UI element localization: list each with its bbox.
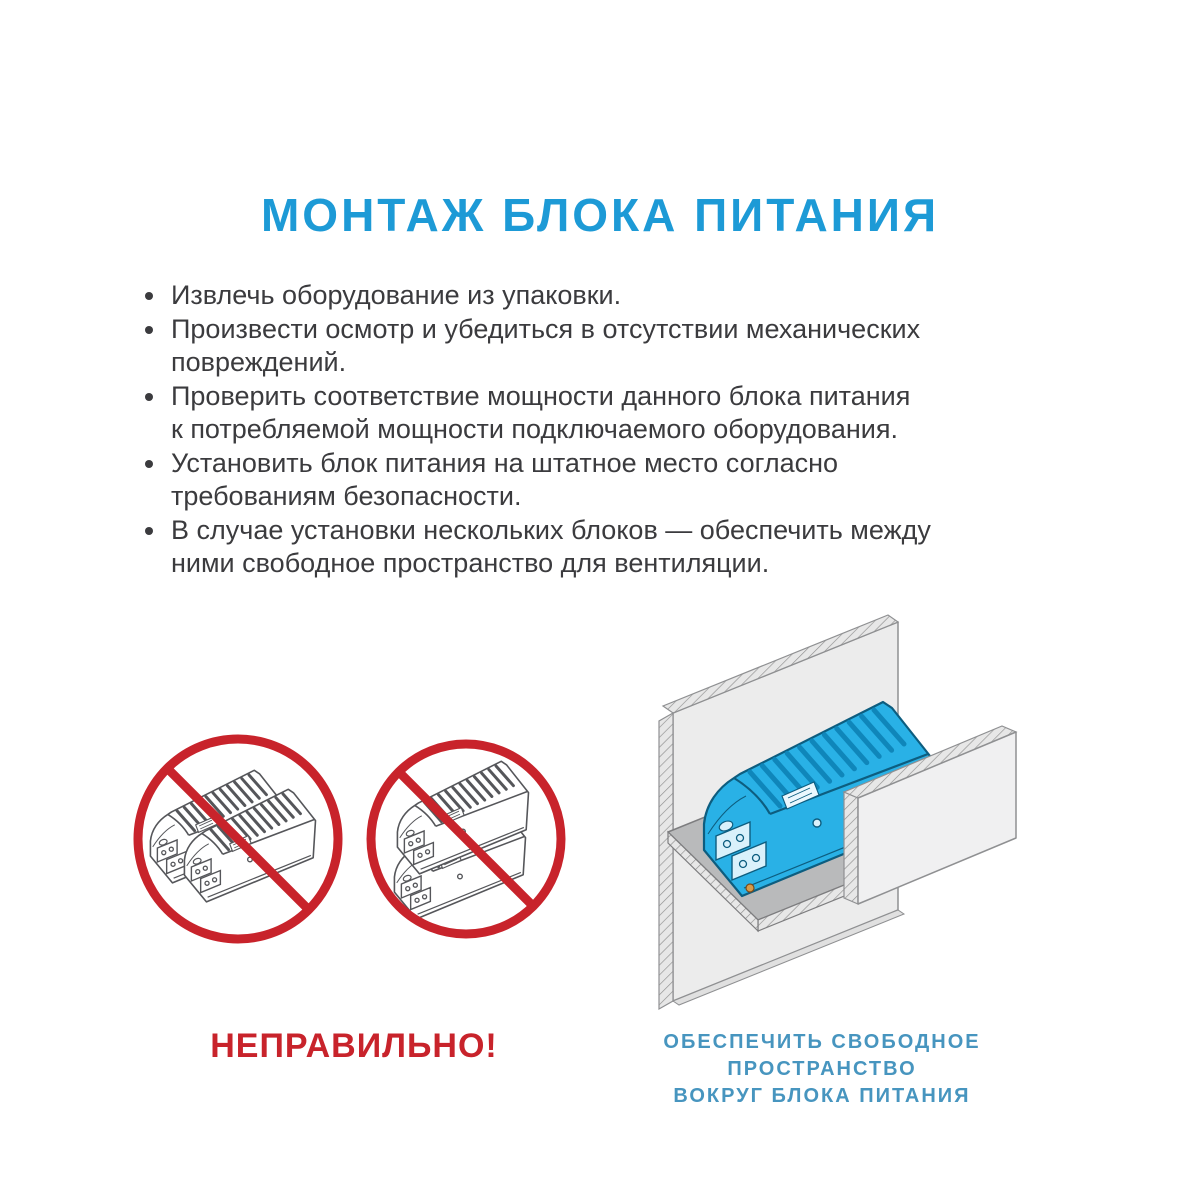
instruction-text: Извлечь оборудование из упаковки. (171, 280, 622, 310)
instruction-item: Произвести осмотр и убедиться в отсутствии механических повреждений. (143, 313, 1058, 380)
correct-caption-line2: ВОКРУГ БЛОКА ПИТАНИЯ (673, 1085, 971, 1107)
instruction-item: Установить блок питания на штатное место согласно требованиям безопасности. (143, 447, 1058, 514)
instruction-item: В случае установки нескольких блоков — обеспечить между ними свободное пространство для вентиляции. (143, 514, 1058, 581)
wrong-label: НЕПРАВИЛЬНО! (210, 1027, 498, 1065)
correct-installation-illustration (630, 598, 1060, 1030)
instruction-text: В случае установки нескольких блоков — обеспечить между (171, 514, 931, 545)
instruction-text: Проверить соответствие мощности данного блока питания (171, 380, 911, 411)
instruction-text: Установить блок питания на штатное место согласно (171, 447, 839, 478)
page-title: МОНТАЖ БЛОКА ПИТАНИЯ (260, 188, 940, 241)
instruction-list (143, 279, 1058, 581)
correct-caption (568, 1029, 1076, 1110)
instruction-item: Проверить соответствие мощности данного блока питания к потребляемой мощности подключаемого оборудования. (143, 380, 1058, 447)
prohibition-signs (120, 732, 590, 962)
instruction-text: Произвести осмотр и убедиться в отсутствии механических (171, 313, 921, 344)
correct-caption-line1: ОБЕСПЕЧИТЬ СВОБОДНОЕ ПРОСТРАНСТВО (663, 1031, 981, 1080)
prohibition-sign-stacked (371, 744, 561, 934)
instruction-item (143, 279, 1058, 313)
grounding-screw (746, 884, 754, 892)
prohibition-sign-side-by-side (138, 739, 338, 939)
